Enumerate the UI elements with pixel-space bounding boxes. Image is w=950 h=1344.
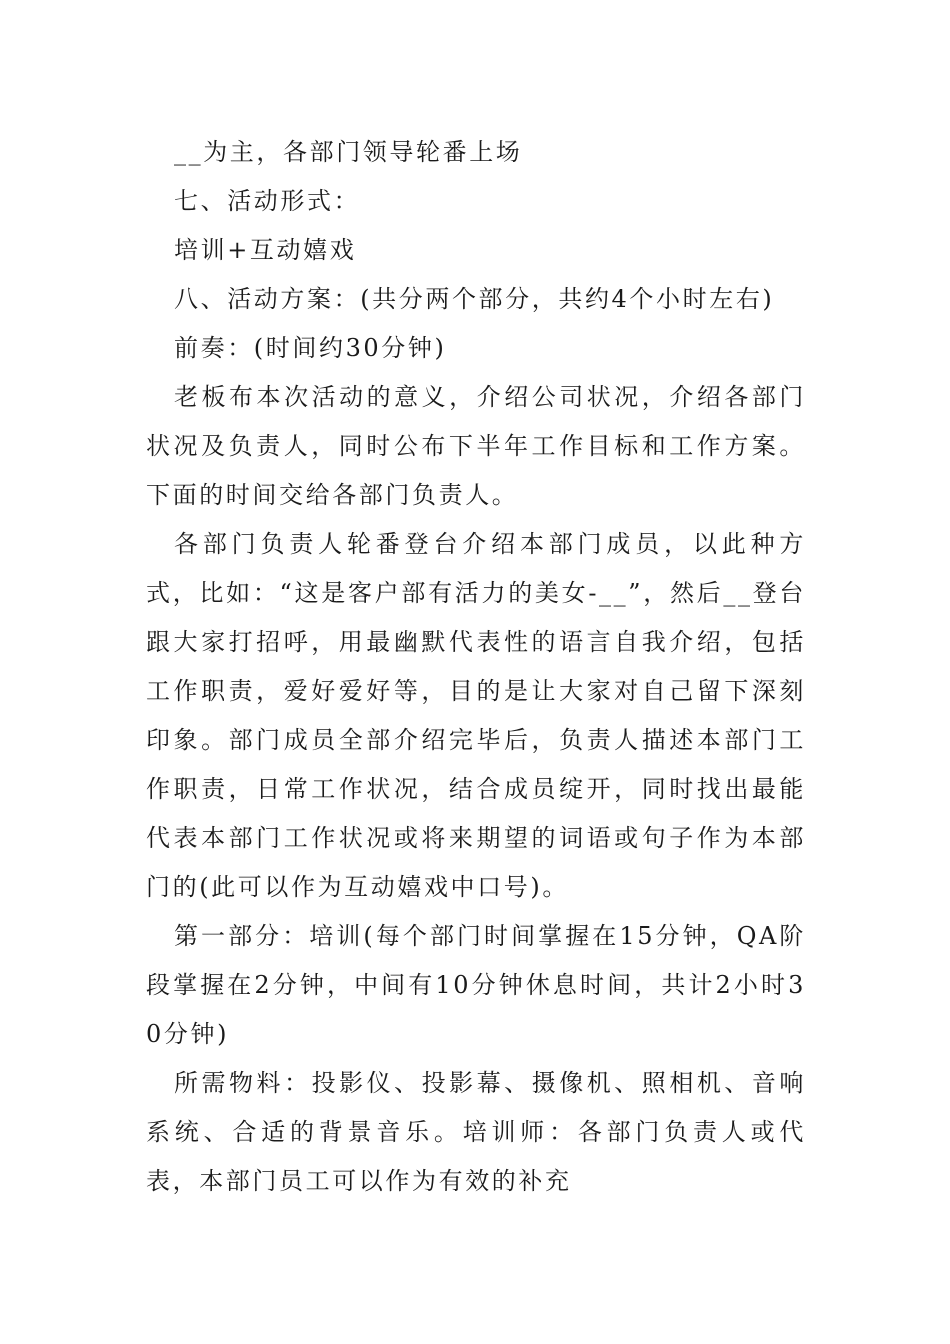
paragraph-leaders-rotation: __为主，各部门领导轮番上场	[174, 138, 523, 166]
heading-activity-format: 七、活动形式：	[174, 187, 361, 215]
heading-prelude: 前奏：(时间约30分钟)	[174, 334, 447, 362]
paragraph-department-intro: 各部门负责人轮番登台介绍本部门成员，以此种方式，比如：“这是客户部有活力的美女-__”，然后__登台跟大家打招呼，用最幽默代表性的语言自我介绍，包括工作职责，爱好爱好等，目的是让大家对自己留下深刻印象。部门成员全部介绍完毕后，负责人描述本部门工作职责，日常工作状况，结合成员绽开，同时找出最能代表本部门工作状况或将来期望的词语或句子作为本部门的(此可以作为互动嬉戏中口号)。	[146, 530, 806, 901]
paragraph-boss-intro: 老板布本次活动的意义，介绍公司状况，介绍各部门状况及负责人，同时公布下半年工作目标和工作方案。下面的时间交给各部门负责人。	[146, 383, 806, 509]
heading-activity-plan: 八、活动方案：(共分两个部分，共约4个小时左右)	[174, 285, 775, 313]
paragraph-part-one-training: 第一部分：培训(每个部门时间掌握在15分钟，QA阶段掌握在2分钟，中间有10分钟休息时间，共计2小时30分钟)	[146, 922, 806, 1048]
paragraph-materials: 所需物料：投影仪、投影幕、摄像机、照相机、音响系统、合适的背景音乐。培训师：各部门负责人或代表，本部门员工可以作为有效的补充	[146, 1069, 806, 1195]
document-body	[146, 128, 806, 1206]
paragraph-activity-format: 培训+互动嬉戏	[174, 236, 357, 264]
